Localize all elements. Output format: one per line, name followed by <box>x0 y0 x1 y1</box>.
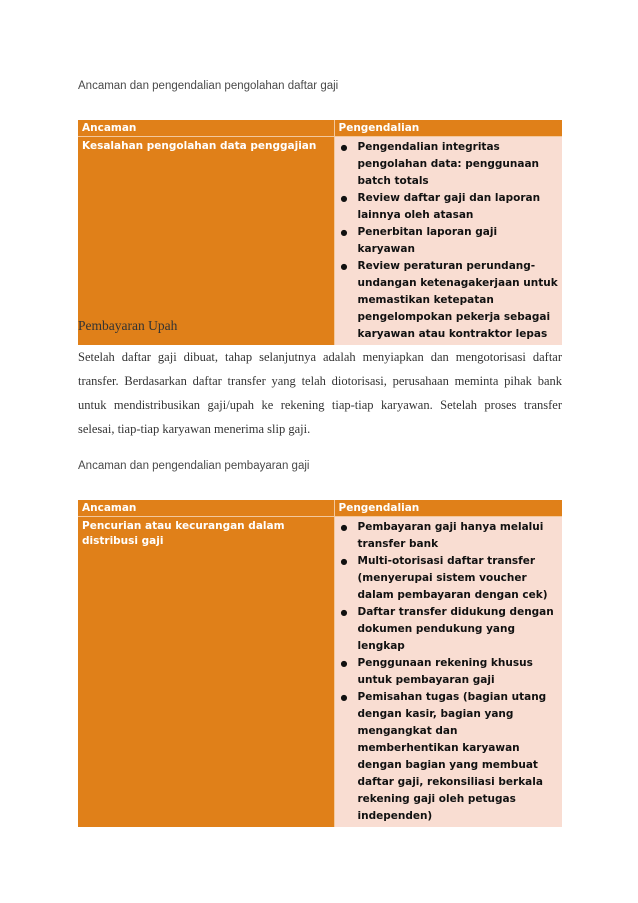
list-item: ● Pemisahan tugas (bagian utang dengan kasir, bagian yang mengangkat dan memberhentikan karyawan dengan bagian yang membuat daftar gaji, rekonsiliasi berkala rekening gaji oleh petugas independen) <box>337 689 559 825</box>
list-item: ● Review peraturan perundang-undangan ketenagakerjaan untuk memastikan ketepatan pengelompokan pekerja sebagai karyawan atau kontraktor lepas <box>337 258 559 343</box>
header-threat: Ancaman <box>78 500 334 517</box>
threat-cell: Pencurian atau kecurangan dalam distribusi gaji <box>78 517 334 828</box>
list-item: ● Pembayaran gaji hanya melalui transfer bank <box>337 519 559 553</box>
processing-controls-table <box>78 120 562 345</box>
body-paragraph: Setelah daftar gaji dibuat, tahap selanjutnya adalah menyiapkan dan mengotorisasi daftar transfer. Berdasarkan daftar transfer yang telah diotorisasi, perusahaan meminta pihak bank untuk mendistribusikan gaji/upah ke rekening tiap-tiap karyawan. Setelah proses transfer selesai, tiap-tiap karyawan menerima slip gaji. <box>78 350 562 436</box>
table2-caption: Ancaman dan pengendalian pembayaran gaji <box>78 460 310 472</box>
list-item: ● Multi-otorisasi daftar transfer (menyerupai sistem voucher dalam pembayaran dengan cek) <box>337 553 559 604</box>
controls-cell <box>334 137 562 346</box>
controls-cell <box>334 517 562 828</box>
table-header-row <box>78 120 562 137</box>
table-row <box>78 517 562 828</box>
controls-list <box>337 139 559 343</box>
controls-list <box>337 519 559 825</box>
list-item: ● Review daftar gaji dan laporan lainnya oleh atasan <box>337 190 559 224</box>
threat-cell: Kesalahan pengolahan data penggajian <box>78 137 334 346</box>
payment-controls-table <box>78 500 562 827</box>
list-item: ● Daftar transfer didukung dengan dokumen pendukung yang lengkap <box>337 604 559 655</box>
header-control: Pengendalian <box>334 120 562 137</box>
table1-caption: Ancaman dan pengendalian pengolahan daftar gaji <box>78 80 339 92</box>
header-control: Pengendalian <box>334 500 562 517</box>
section-heading: Pembayaran Upah <box>78 318 178 333</box>
table-header-row <box>78 500 562 517</box>
list-item: ● Penerbitan laporan gaji karyawan <box>337 224 559 258</box>
list-item: ● Penggunaan rekening khusus untuk pembayaran gaji <box>337 655 559 689</box>
list-item: ● Pengendalian integritas pengolahan data: penggunaan batch totals <box>337 139 559 190</box>
table-row <box>78 137 562 346</box>
header-threat: Ancaman <box>78 120 334 137</box>
